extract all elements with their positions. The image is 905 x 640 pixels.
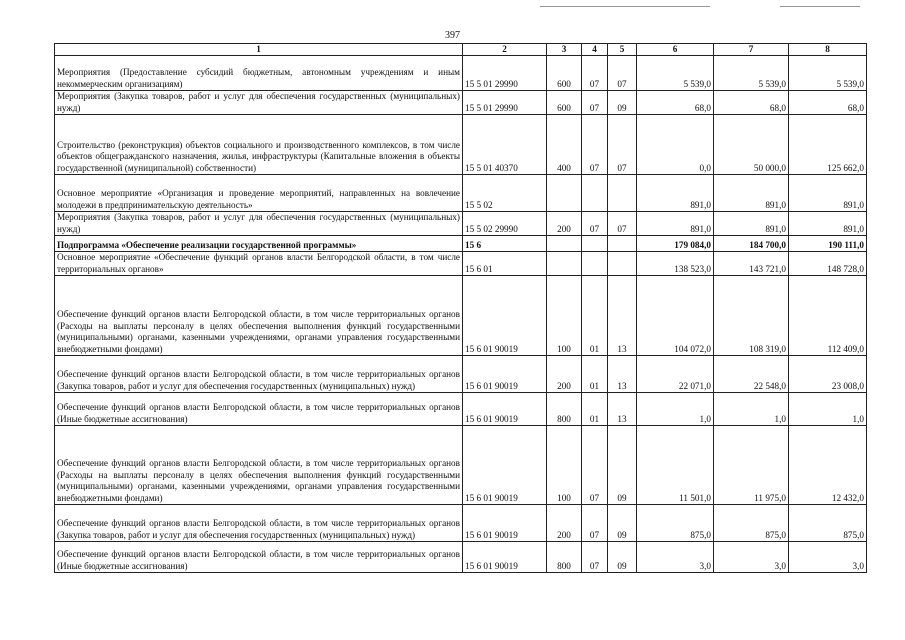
row-value-2022: 68,0 <box>637 91 714 115</box>
row-code: 15 5 01 29990 <box>463 91 547 115</box>
column-header: 4 <box>582 44 608 56</box>
row-value-2024: 3,0 <box>789 542 867 573</box>
row-code: 15 5 01 40370 <box>463 115 547 175</box>
row-description: Основное мероприятие «Организация и проведение мероприятий, направленных на вовлечение молодежи в предпринимательскую деятельность» <box>55 175 463 212</box>
row-col5: 13 <box>608 276 637 356</box>
row-code: 15 6 01 90019 <box>463 393 547 426</box>
row-value-2022: 179 084,0 <box>637 236 714 252</box>
table-row <box>55 356 867 393</box>
row-value-2023: 143 721,0 <box>714 252 789 276</box>
row-value-2024: 875,0 <box>789 505 867 542</box>
row-value-2022: 138 523,0 <box>637 252 714 276</box>
row-description: Обеспечение функций органов власти Белгородской области, в том числе территориальных органов (Закупка товаров, работ и услуг для обеспечения государственных (муниципальных) нужд) <box>55 505 463 542</box>
row-value-2023: 1,0 <box>714 393 789 426</box>
row-value-2024: 5 539,0 <box>789 56 867 91</box>
table-row <box>55 505 867 542</box>
row-value-2024: 112 409,0 <box>789 276 867 356</box>
row-col5: 13 <box>608 393 637 426</box>
row-col5 <box>608 236 637 252</box>
row-col3: 600 <box>547 56 582 91</box>
row-value-2024: 891,0 <box>789 175 867 212</box>
column-header: 8 <box>789 44 867 56</box>
row-col4: 01 <box>582 393 608 426</box>
row-description: Обеспечение функций органов власти Белгородской области, в том числе территориальных органов (Иные бюджетные ассигнования) <box>55 542 463 573</box>
table-row <box>55 212 867 236</box>
row-code: 15 6 01 90019 <box>463 542 547 573</box>
row-value-2023: 891,0 <box>714 212 789 236</box>
row-description: Основное мероприятие «Обеспечение функций органов власти Белгородской области, в том числе территориальных органов» <box>55 252 463 276</box>
row-col3: 100 <box>547 276 582 356</box>
table-row <box>55 236 867 252</box>
row-col4: 07 <box>582 56 608 91</box>
row-value-2023: 875,0 <box>714 505 789 542</box>
row-code: 15 6 01 <box>463 252 547 276</box>
row-col4 <box>582 175 608 212</box>
row-col3 <box>547 175 582 212</box>
row-description: Мероприятия (Предоставление субсидий бюджетным, автономным учреждениям и иным некоммерческим организациям) <box>55 56 463 91</box>
row-code: 15 6 01 90019 <box>463 276 547 356</box>
row-description: Обеспечение функций органов власти Белгородской области, в том числе территориальных органов (Закупка товаров, работ и услуг для обеспечения государственных (муниципальных) нужд) <box>55 356 463 393</box>
row-col3: 200 <box>547 356 582 393</box>
row-col5 <box>608 252 637 276</box>
row-value-2024: 190 111,0 <box>789 236 867 252</box>
row-col5: 09 <box>608 505 637 542</box>
row-col3: 800 <box>547 542 582 573</box>
row-value-2024: 891,0 <box>789 212 867 236</box>
row-code: 15 6 01 90019 <box>463 356 547 393</box>
row-value-2024: 68,0 <box>789 91 867 115</box>
row-value-2023: 68,0 <box>714 91 789 115</box>
table-row <box>55 276 867 356</box>
row-col5 <box>608 175 637 212</box>
row-value-2023: 184 700,0 <box>714 236 789 252</box>
row-value-2022: 104 072,0 <box>637 276 714 356</box>
row-value-2023: 3,0 <box>714 542 789 573</box>
row-col5: 07 <box>608 115 637 175</box>
table-header-row <box>55 44 867 56</box>
column-header: 6 <box>637 44 714 56</box>
row-code: 15 6 01 90019 <box>463 505 547 542</box>
row-value-2022: 22 071,0 <box>637 356 714 393</box>
table-row <box>55 542 867 573</box>
column-header: 3 <box>547 44 582 56</box>
row-col4: 07 <box>582 212 608 236</box>
table-row <box>55 115 867 175</box>
row-value-2024: 12 432,0 <box>789 426 867 505</box>
row-value-2022: 1,0 <box>637 393 714 426</box>
row-description: Обеспечение функций органов власти Белгородской области, в том числе территориальных органов (Расходы на выплаты персоналу в целях обеспечения выполнения функций государственными (муниципальными) органами, казенными учреждениями, органами управления государственными внебюджетными фондами) <box>55 426 463 505</box>
row-value-2022: 5 539,0 <box>637 56 714 91</box>
row-col4 <box>582 252 608 276</box>
row-value-2022: 891,0 <box>637 175 714 212</box>
column-header: 7 <box>714 44 789 56</box>
row-value-2022: 11 501,0 <box>637 426 714 505</box>
row-value-2024: 125 662,0 <box>789 115 867 175</box>
row-value-2023: 11 975,0 <box>714 426 789 505</box>
row-code: 15 5 01 29990 <box>463 56 547 91</box>
row-description: Мероприятия (Закупка товаров, работ и услуг для обеспечения государственных (муниципальных) нужд) <box>55 91 463 115</box>
table-row <box>55 426 867 505</box>
row-value-2023: 5 539,0 <box>714 56 789 91</box>
row-col3: 400 <box>547 115 582 175</box>
row-value-2023: 891,0 <box>714 175 789 212</box>
row-value-2024: 1,0 <box>789 393 867 426</box>
row-col4: 07 <box>582 542 608 573</box>
row-code: 15 6 <box>463 236 547 252</box>
row-col4: 07 <box>582 115 608 175</box>
scan-edge-line <box>780 6 860 7</box>
row-col4: 07 <box>582 426 608 505</box>
row-value-2024: 148 728,0 <box>789 252 867 276</box>
row-code: 15 6 01 90019 <box>463 426 547 505</box>
row-value-2023: 50 000,0 <box>714 115 789 175</box>
row-code: 15 5 02 <box>463 175 547 212</box>
row-col4: 07 <box>582 505 608 542</box>
row-col5: 09 <box>608 542 637 573</box>
row-col5: 07 <box>608 212 637 236</box>
table-row <box>55 393 867 426</box>
table-row <box>55 175 867 212</box>
row-value-2023: 108 319,0 <box>714 276 789 356</box>
budget-table <box>54 43 867 573</box>
row-col5: 09 <box>608 426 637 505</box>
row-col4: 01 <box>582 276 608 356</box>
row-col4 <box>582 236 608 252</box>
column-header: 5 <box>608 44 637 56</box>
row-value-2022: 0,0 <box>637 115 714 175</box>
row-value-2024: 23 008,0 <box>789 356 867 393</box>
row-value-2022: 891,0 <box>637 212 714 236</box>
row-description: Строительство (реконструкция) объектов социального и производственного комплексов, в том числе объектов общегражданского назначения, жилья, инфраструктуры (Капитальные вложения в объекты государственной (муниципальной) собственности) <box>55 115 463 175</box>
row-col5: 09 <box>608 91 637 115</box>
row-value-2023: 22 548,0 <box>714 356 789 393</box>
row-col4: 07 <box>582 91 608 115</box>
row-col5: 13 <box>608 356 637 393</box>
row-description: Обеспечение функций органов власти Белгородской области, в том числе территориальных органов (Иные бюджетные ассигнования) <box>55 393 463 426</box>
row-code: 15 5 02 29990 <box>463 212 547 236</box>
row-col3: 200 <box>547 505 582 542</box>
column-header: 1 <box>55 44 463 56</box>
row-col3: 100 <box>547 426 582 505</box>
page-number: 397 <box>445 30 460 41</box>
row-description: Подпрограмма «Обеспечение реализации государственной программы» <box>55 236 463 252</box>
table-row <box>55 56 867 91</box>
row-col3 <box>547 252 582 276</box>
row-col3 <box>547 236 582 252</box>
row-col3: 800 <box>547 393 582 426</box>
table-row <box>55 91 867 115</box>
row-col4: 01 <box>582 356 608 393</box>
row-value-2022: 875,0 <box>637 505 714 542</box>
row-col3: 600 <box>547 91 582 115</box>
row-value-2022: 3,0 <box>637 542 714 573</box>
table-row <box>55 252 867 276</box>
row-description: Мероприятия (Закупка товаров, работ и услуг для обеспечения государственных (муниципальных) нужд) <box>55 212 463 236</box>
scan-edge-line <box>540 6 710 7</box>
column-header: 2 <box>463 44 547 56</box>
row-col3: 200 <box>547 212 582 236</box>
row-description: Обеспечение функций органов власти Белгородской области, в том числе территориальных органов (Расходы на выплаты персоналу в целях обеспечения выполнения функций государственными (муниципальными) органами, казенными учреждениями, органами управления государственными внебюджетными фондами) <box>55 276 463 356</box>
row-col5: 07 <box>608 56 637 91</box>
